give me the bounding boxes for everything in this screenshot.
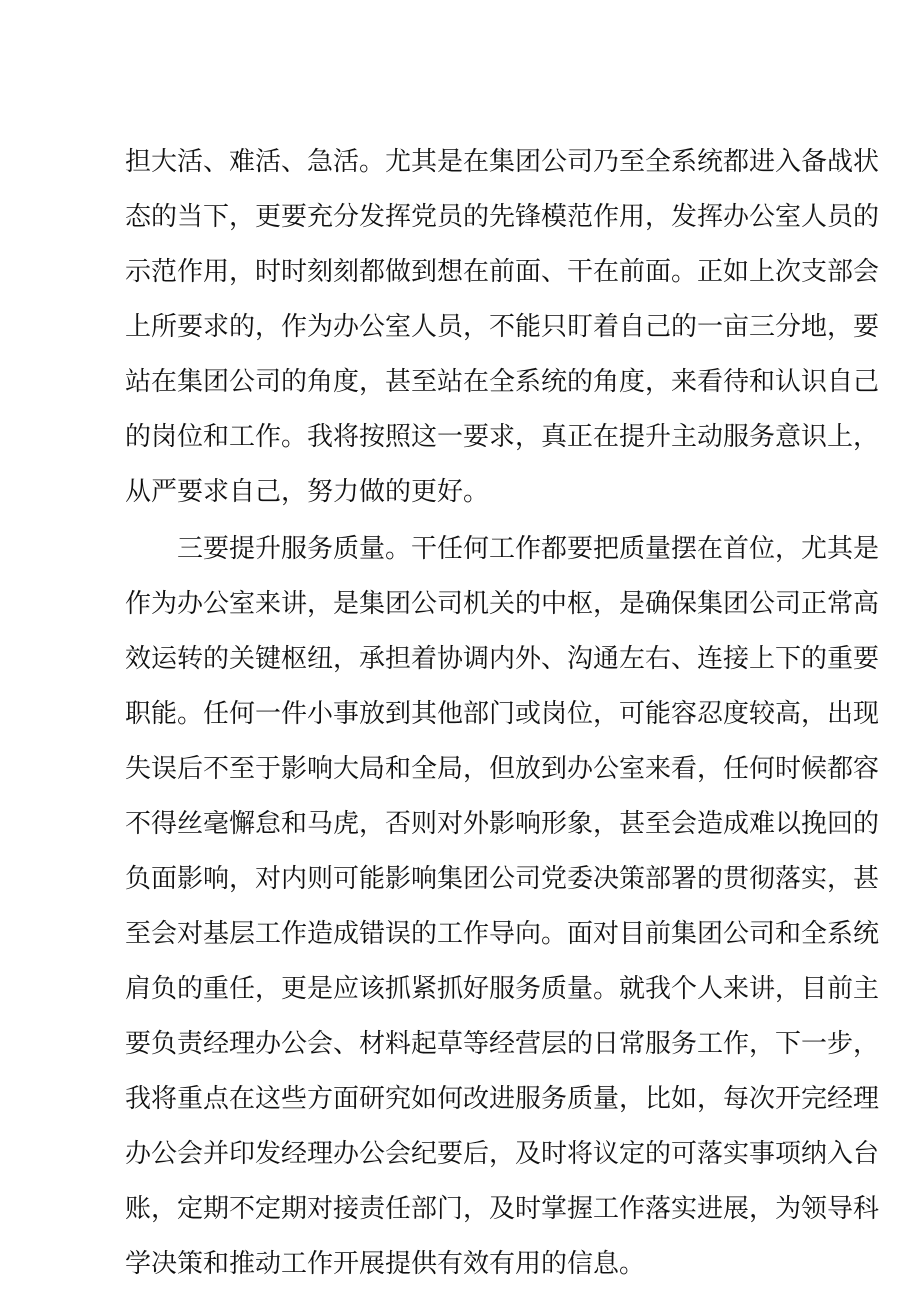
- text-line: 作为办公室来讲，是集团公司机关的中枢，是确保集团公司正常高: [125, 589, 880, 619]
- text-line: 担大活、难活、急活。尤其是在集团公司乃至全系统都进入备战状: [125, 147, 880, 177]
- text-line: 不得丝毫懈怠和马虎，否则对外影响形象，甚至会造成难以挽回的: [125, 809, 880, 839]
- text-line: 失误后不至于影响大局和全局，但放到办公室来看，任何时候都容: [125, 754, 880, 784]
- text-line: 要负责经理办公会、材料起草等经营层的日常服务工作，下一步，: [125, 1029, 880, 1059]
- text-line: 职能。任何一件小事放到其他部门或岗位，可能容忍度较高，出现: [125, 699, 880, 729]
- text-line: 学决策和推动工作开展提供有效有用的信息。: [125, 1249, 646, 1279]
- text-line: 的岗位和工作。我将按照这一要求，真正在提升主动服务意识上，: [125, 422, 880, 452]
- text-line: 我将重点在这些方面研究如何改进服务质量，比如，每次开完经理: [125, 1084, 880, 1114]
- text-line: 账，定期不定期对接责任部门，及时掌握工作落实进展，为领导科: [125, 1194, 880, 1224]
- text-line: 从严要求自己，努力做的更好。: [125, 477, 490, 507]
- text-line: 至会对基层工作造成错误的工作导向。面对目前集团公司和全系统: [125, 919, 880, 949]
- text-line: 三要提升服务质量。干任何工作都要把质量摆在首位，尤其是: [177, 534, 880, 564]
- text-line: 效运转的关键枢纽，承担着协调内外、沟通左右、连接上下的重要: [125, 644, 880, 674]
- text-line: 示范作用，时时刻刻都做到想在前面、干在前面。正如上次支部会: [125, 257, 880, 287]
- text-line: 上所要求的，作为办公室人员，不能只盯着自己的一亩三分地，要: [125, 312, 880, 342]
- text-line: 负面影响，对内则可能影响集团公司党委决策部署的贯彻落实，甚: [125, 864, 880, 894]
- text-line: 肩负的重任，更是应该抓紧抓好服务质量。就我个人来讲，目前主: [125, 974, 880, 1004]
- text-line: 态的当下，更要充分发挥党员的先锋模范作用，发挥办公室人员的: [125, 202, 880, 232]
- text-line: 办公会并印发经理办公会纪要后，及时将议定的可落实事项纳入台: [125, 1139, 880, 1169]
- text-line: 站在集团公司的角度，甚至站在全系统的角度，来看待和认识自己: [125, 367, 880, 397]
